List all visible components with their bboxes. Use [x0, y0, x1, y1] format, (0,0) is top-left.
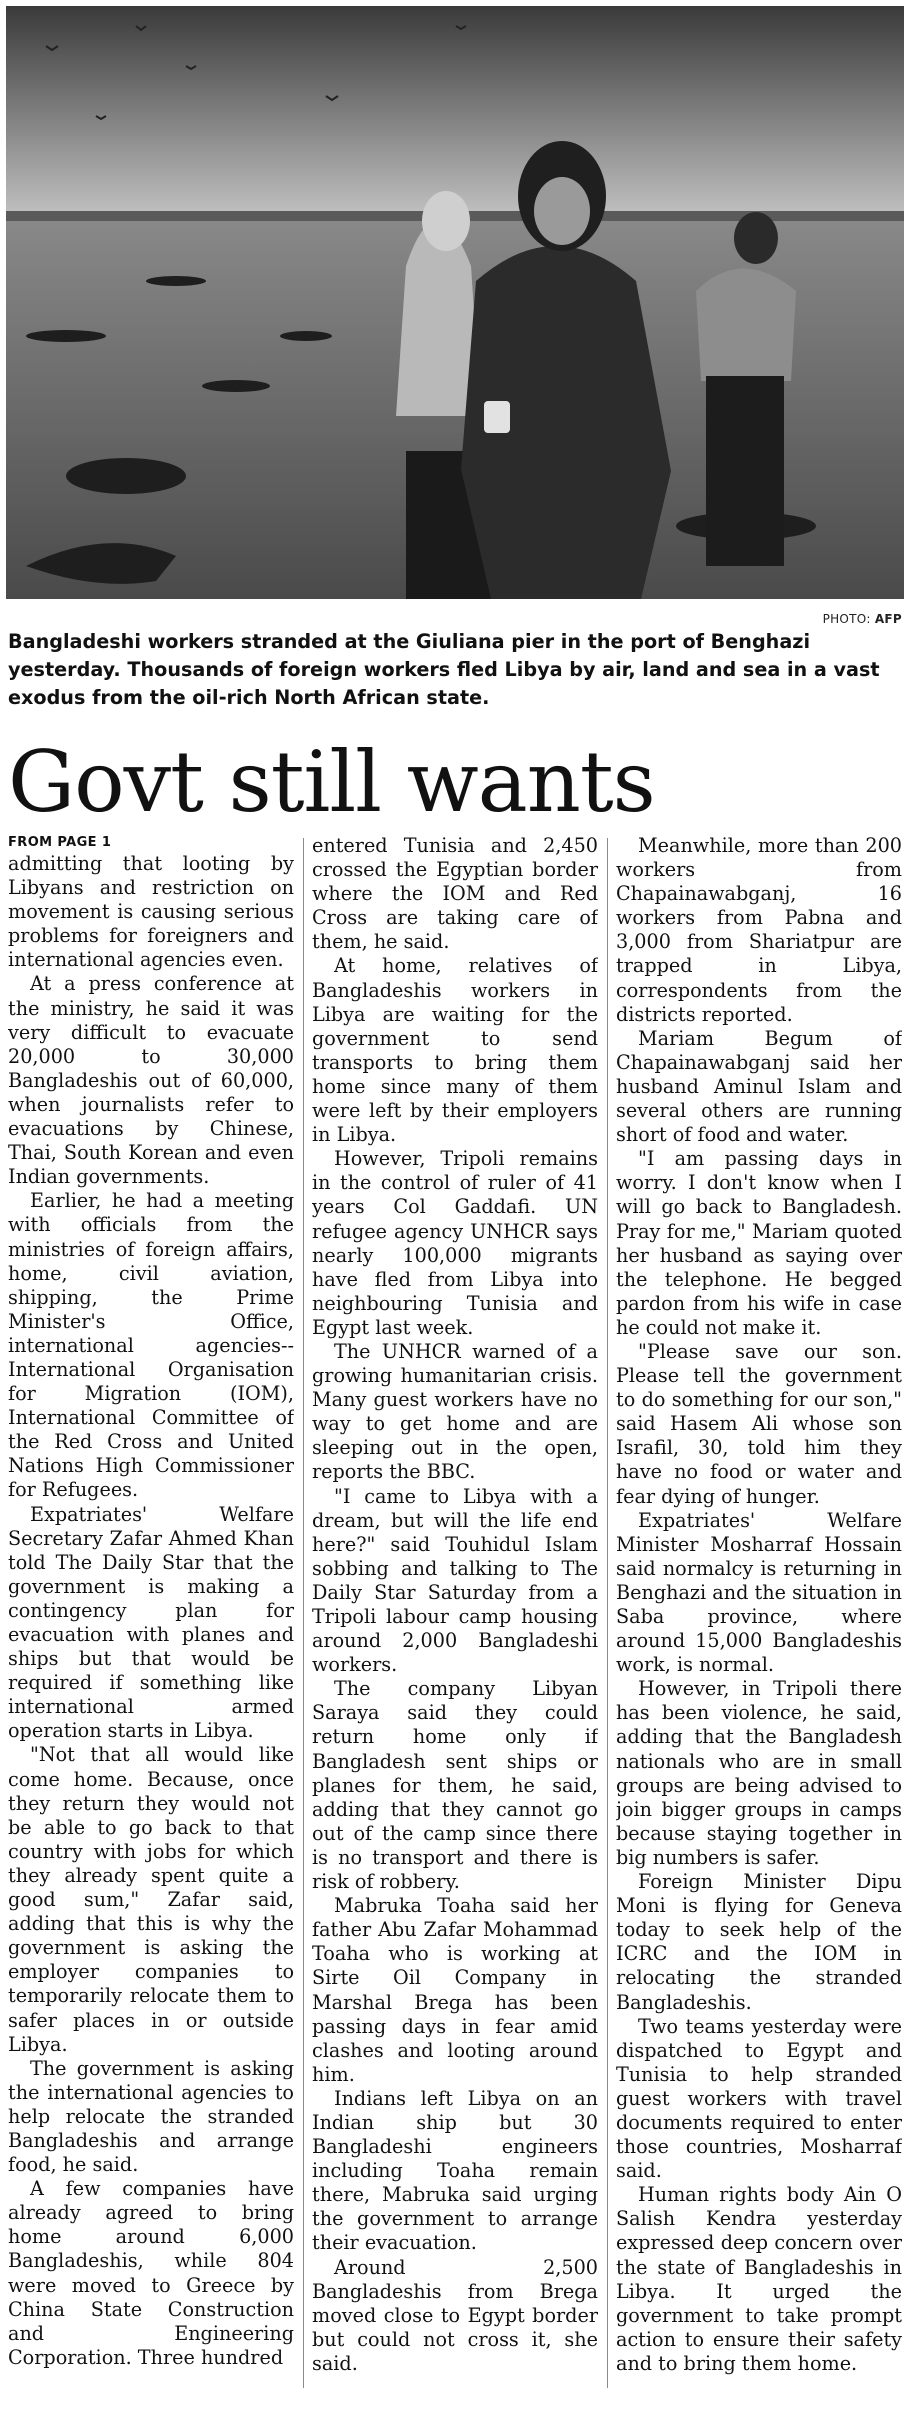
paragraph: The UNHCR warned of a growing humanitarian crisis. Many guest workers have no way to get home and are sleeping out in the open, reports the BBC.: [312, 1339, 598, 1484]
paragraph: However, Tripoli remains in the control of ruler of 41 years Col Gaddafi. UN refugee agency UNHCR says nearly 100,000 migrants have fled from Libya into neighbouring Tunisia and Egypt last week.: [312, 1147, 598, 1339]
paragraph: Indians left Libya on an Indian ship but 30 Bangladeshi engineers including Toaha remain there, Mabruka said urging the government to arrange their evacuation.: [312, 2086, 598, 2255]
paragraph: The company Libyan Saraya said they could return home only if Bangladesh sent ships or planes for them, he said, adding that they cannot go out of the camp since there is no transport and there is risk of robbery.: [312, 1677, 598, 1894]
paragraph: At home, relatives of Bangladeshis workers in Libya are waiting for the government to send transports to bring them home since many of them were left by their employers in Libya.: [312, 954, 598, 1147]
paragraph: Foreign Minister Dipu Moni is flying for Geneva today to seek help of the ICRC and the IOM in relocating the stranded Bangladeshis.: [616, 1870, 902, 2014]
article-column-2: [312, 834, 598, 2396]
paragraph: Around 2,500 Bangladeshis from Brega moved close to Egypt border but could not cross it, she said.: [312, 2255, 598, 2375]
paragraph: At a press conference at the ministry, he said it was very difficult to evacuate 20,000 to 30,000 Bangladeshis out of 60,000, when journalists refer to evacuations by Chinese, Thai, South Korean and even Indian governments.: [8, 972, 294, 1189]
paragraph: "Please save our son. Please tell the government to do something for our son," said Hasem Ali whose son Israfil, 30, told him they have no food or water and fear dying of hunger.: [616, 1339, 902, 1508]
article-column-1: [8, 834, 294, 2396]
paragraph: "I am passing days in worry. I don't know when I will go back to Bangladesh. Pray for me," Mariam quoted her husband as saying over the telephone. He begged pardon from his wife in case he could not make it.: [616, 1147, 902, 1339]
paragraph: Meanwhile, more than 200 workers from Chapainawabganj, 16 workers from Pabna and 3,000 from Shariatpur are trapped in Libya, correspondents from the districts reported.: [616, 834, 902, 1026]
kicker: FROM PAGE 1: [8, 835, 112, 850]
headline: Govt still wants: [8, 733, 655, 831]
article-body: [8, 834, 904, 2396]
paragraph: admitting that looting by Libyans and restriction on movement is causing serious problems for foreigners and international agencies even.: [8, 852, 294, 972]
paragraph: However, in Tripoli there has been violence, he said, adding that the Bangladesh nationals who are in small groups are being advised to join bigger groups in camps because staying together in big numbers is safer.: [616, 1677, 902, 1869]
paragraph: "Not that all would like come home. Because, once they return they would not be able to go back to that country with jobs for which they already spent quite a good sum," Zafar said, adding that this is why the government is asking the employer companies to temporarily relocate them to safer places in or outside Libya.: [8, 1743, 294, 2056]
paragraph: "I came to Libya with a dream, but will the life end here?" said Touhidul Islam sobbing and talking to The Daily Star Saturday from a Tripoli labour camp housing around 2,000 Bangladeshi workers.: [312, 1484, 598, 1677]
photo-caption: Bangladeshi workers stranded at the Giuliana pier in the port of Benghazi yesterday. Thousands of foreign workers fled Libya by air, land and sea in a vast exodus from the oil-rich North African state.: [8, 630, 880, 709]
paragraph: entered Tunisia and 2,450 crossed the Egyptian border where the IOM and Red Cross are taking care of them, he said.: [312, 834, 598, 954]
paragraph: Earlier, he had a meeting with officials from the ministries of foreign affairs, home, civil aviation, shipping, the Prime Minister's Office, international agencies--International Organisation for Migration (IOM), International Committee of the Red Cross and United Nations High Commissioner for Refugees.: [8, 1189, 294, 1502]
column-divider: [303, 838, 304, 2388]
paragraph: Mabruka Toaha said her father Abu Zafar Mohammad Toaha who is working at Sirte Oil Company in Marshal Brega has been passing days in fear amid clashes and looting around him.: [312, 1894, 598, 2086]
column-divider: [607, 838, 608, 2388]
paragraph: Expatriates' Welfare Minister Mosharraf Hossain said normalcy is returning in Benghazi and the situation in Saba province, where around 15,000 Bangladeshis work, is normal.: [616, 1508, 902, 1677]
article-column-3: [616, 834, 902, 2396]
paragraph: Mariam Begum of Chapainawabganj said her husband Aminul Islam and several others are running short of food and water.: [616, 1026, 902, 1147]
paragraph: Human rights body Ain O Salish Kendra yesterday expressed deep concern over the state of Bangladeshis in Libya. It urged the government to take prompt action to ensure their safety and to bring them home.: [616, 2183, 902, 2375]
paragraph: Expatriates' Welfare Secretary Zafar Ahmed Khan told The Daily Star that the government is making a contingency plan for evacuation with planes and ships but that would be required if something like international armed operation starts in Libya.: [8, 1502, 294, 1743]
photo-illustration: [6, 6, 904, 599]
news-photo: [6, 6, 904, 599]
paragraph: The government is asking the international agencies to help relocate the stranded Bangladeshis and arrange food, he said.: [8, 2056, 294, 2177]
paragraph: A few companies have already agreed to bring home around 6,000 Bangladeshis, while 804 were moved to Greece by China State Construction and Engineering Corporation. Three hundred: [8, 2177, 294, 2369]
photo-credit: PHOTO: AFP: [822, 612, 902, 626]
paragraph: Two teams yesterday were dispatched to Egypt and Tunisia to help stranded guest workers with travel documents required to enter those countries, Mosharraf said.: [616, 2014, 902, 2183]
